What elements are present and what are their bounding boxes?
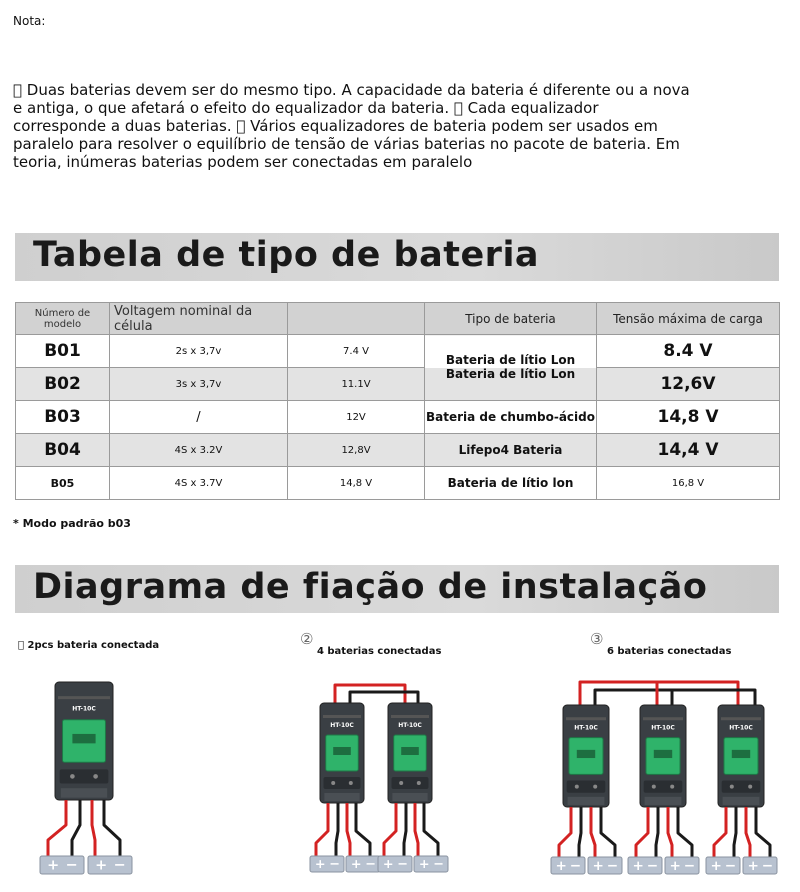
wire-black-top (595, 690, 755, 705)
nota-label: Nota: (13, 14, 46, 28)
terminal-screw (593, 785, 597, 789)
device-bottom (324, 793, 359, 801)
caption-text: 4 baterias conectadas (316, 646, 442, 657)
equalizer-device (55, 682, 113, 800)
row-cells: 4S x 3.2V (110, 434, 288, 467)
wire-black-top (350, 692, 418, 703)
row-model: B04 (16, 434, 110, 467)
terminal-screw (748, 785, 752, 789)
terminal-screw (575, 785, 579, 789)
battery-plus: + (350, 857, 362, 872)
terminal-screw (331, 781, 335, 785)
battery-plus: + (555, 857, 567, 874)
row-nominal: 7.4 V (288, 335, 425, 368)
row-max: 8.4 V (597, 335, 780, 368)
row-type: Lifepo4 Bateria (425, 434, 597, 467)
battery-minus: − (329, 857, 340, 872)
device-rail (391, 715, 429, 718)
row-type-merged: Bateria de lítio Lon Bateria de lítio Lon (425, 335, 597, 401)
battery-minus: − (606, 857, 619, 874)
battery-plus: + (95, 857, 108, 874)
battery (665, 857, 699, 874)
row-nominal: 14,8 V (288, 467, 425, 500)
device-bottom (61, 788, 107, 797)
wire-red (384, 803, 396, 856)
battery-minus: − (724, 857, 737, 874)
row-nominal: 12,8V (288, 434, 425, 467)
wire-red (48, 800, 66, 856)
header-model: Número de modelo (16, 303, 110, 335)
row-max: 14,4 V (597, 434, 780, 467)
device-label: HT-10C (330, 722, 354, 729)
row-type: Bateria de chumbo-ácido (425, 401, 597, 434)
battery-plus: + (314, 857, 326, 872)
equalizer-device (563, 705, 609, 807)
footnote: * Modo padrão b03 (13, 517, 131, 530)
terminal-screw (349, 781, 353, 785)
device-label: HT-10C (398, 722, 422, 729)
device-label: HT-10C (72, 705, 96, 713)
row-model: B02 (16, 368, 110, 401)
equalizer-device (388, 703, 432, 803)
row-model: B05 (16, 467, 110, 500)
equalizer-device (718, 705, 764, 807)
equalizer-device (640, 705, 686, 807)
device-terminal-block (644, 780, 683, 792)
row-cells: / (110, 401, 288, 434)
device-terminal-block (60, 769, 109, 783)
wire-red (746, 807, 750, 857)
header-max: Tensão máxima de carga (597, 303, 780, 335)
battery (588, 857, 622, 874)
battery-plus: + (632, 857, 644, 874)
row-cells: 3s x 3,7v (110, 368, 288, 401)
caption-marker: ② (300, 630, 314, 648)
battery-minus: − (683, 857, 696, 874)
device-terminal-block (722, 780, 761, 792)
battery-minus: − (433, 857, 444, 872)
table-section-title: Tabela de tipo de bateria (33, 235, 540, 275)
row-nominal: 12V (288, 401, 425, 434)
row-cells: 2s x 3,7v (110, 335, 288, 368)
screen-icon (401, 747, 419, 755)
terminal-screw (70, 774, 75, 779)
device-terminal-block (392, 777, 429, 789)
battery-minus: − (65, 857, 78, 874)
device-terminal-block (324, 777, 361, 789)
battery-minus: − (646, 857, 659, 874)
wire-red-top (580, 682, 738, 705)
battery-plus: + (710, 857, 722, 874)
battery-plus: + (747, 857, 759, 874)
header-voltage: Voltagem nominal da célula (110, 303, 288, 335)
wire-black (356, 803, 370, 856)
battery (628, 857, 662, 874)
battery-plus: + (418, 857, 430, 872)
battery (40, 856, 84, 874)
device-rail (323, 715, 361, 718)
battery (346, 856, 380, 872)
device-rail (721, 717, 761, 720)
wire-black (579, 807, 581, 857)
device-label: HT-10C (729, 724, 753, 732)
battery (551, 857, 585, 874)
wire-black (104, 800, 120, 856)
wire-red (316, 803, 328, 856)
terminal-screw (399, 781, 403, 785)
battery-minus: − (113, 857, 126, 874)
wire-black (72, 800, 80, 856)
row-max: 12,6V (597, 368, 780, 401)
header-type: Tipo de bateria (425, 303, 597, 335)
wire-black (756, 807, 770, 857)
terminal-screw (417, 781, 421, 785)
wire-red (415, 803, 418, 856)
wire-red (347, 803, 350, 856)
battery-minus: − (761, 857, 774, 874)
wire-red (92, 800, 95, 856)
battery (414, 856, 448, 872)
wiring-section-title: Diagrama de fiação de instalação (33, 567, 708, 607)
wire-black (336, 803, 338, 856)
equalizer-device (320, 703, 364, 803)
screen-icon (732, 750, 750, 758)
row-cells: 4S x 3.7V (110, 467, 288, 500)
device-label: HT-10C (651, 724, 675, 732)
battery-minus: − (365, 857, 376, 872)
device-bottom (723, 797, 760, 805)
device-terminal-block (567, 780, 606, 792)
device-bottom (392, 793, 427, 801)
row-max: 16,8 V (597, 467, 780, 500)
wire-black (678, 807, 692, 857)
screen-icon (72, 734, 95, 743)
row-model: B01 (16, 335, 110, 368)
terminal-screw (652, 785, 656, 789)
screen-icon (577, 750, 595, 758)
row-nominal: 11.1V (288, 368, 425, 401)
row-max: 14,8 V (597, 401, 780, 434)
terminal-screw (93, 774, 98, 779)
battery-plus: + (47, 857, 60, 874)
caption-text: 6 baterias conectadas (606, 646, 732, 657)
battery-minus: − (397, 857, 408, 872)
row-model: B03 (16, 401, 110, 434)
intro-paragraph: Duas baterias devem ser do mesmo tipo. A capacidade da bateria é diferente ou a nova e antiga, o que afetará o efeito do equalizador da bateria. Cada equalizador corresponde a duas baterias. Vários equalizadores de bateria podem ser usados em paralelo para resolver o equilíbrio de tensão de várias baterias no pacote de bateria. Em teoria, inúmeras baterias podem ser conectadas em paralelo (13, 81, 690, 171)
wire-red (714, 807, 726, 857)
wire-red (636, 807, 648, 857)
row-type: Bateria de lítio lon (425, 467, 597, 500)
wire-red (591, 807, 595, 857)
battery-plus: + (592, 857, 604, 874)
wire-black (404, 803, 406, 856)
wire-black (601, 807, 615, 857)
device-rail (566, 717, 606, 720)
wire-black (734, 807, 736, 857)
terminal-screw (670, 785, 674, 789)
battery (743, 857, 777, 874)
wire-red-top (335, 685, 405, 703)
battery (706, 857, 740, 874)
caption-text: 2pcs bateria conectada (18, 640, 150, 651)
device-rail (643, 717, 683, 720)
wire-black (424, 803, 438, 856)
terminal-screw (730, 785, 734, 789)
device-label: HT-10C (574, 724, 598, 732)
caption-marker: ③ (590, 630, 604, 648)
battery-minus: − (569, 857, 582, 874)
wire-black (656, 807, 658, 857)
device-rail (58, 696, 110, 699)
battery-plus: + (669, 857, 681, 874)
battery-plus: + (382, 857, 394, 872)
wire-red (668, 807, 672, 857)
screen-icon (654, 750, 672, 758)
device-bottom (568, 797, 605, 805)
battery (378, 856, 412, 872)
battery (88, 856, 132, 874)
screen-icon (333, 747, 351, 755)
device-bottom (645, 797, 682, 805)
battery (310, 856, 344, 872)
wire-red (559, 807, 571, 857)
